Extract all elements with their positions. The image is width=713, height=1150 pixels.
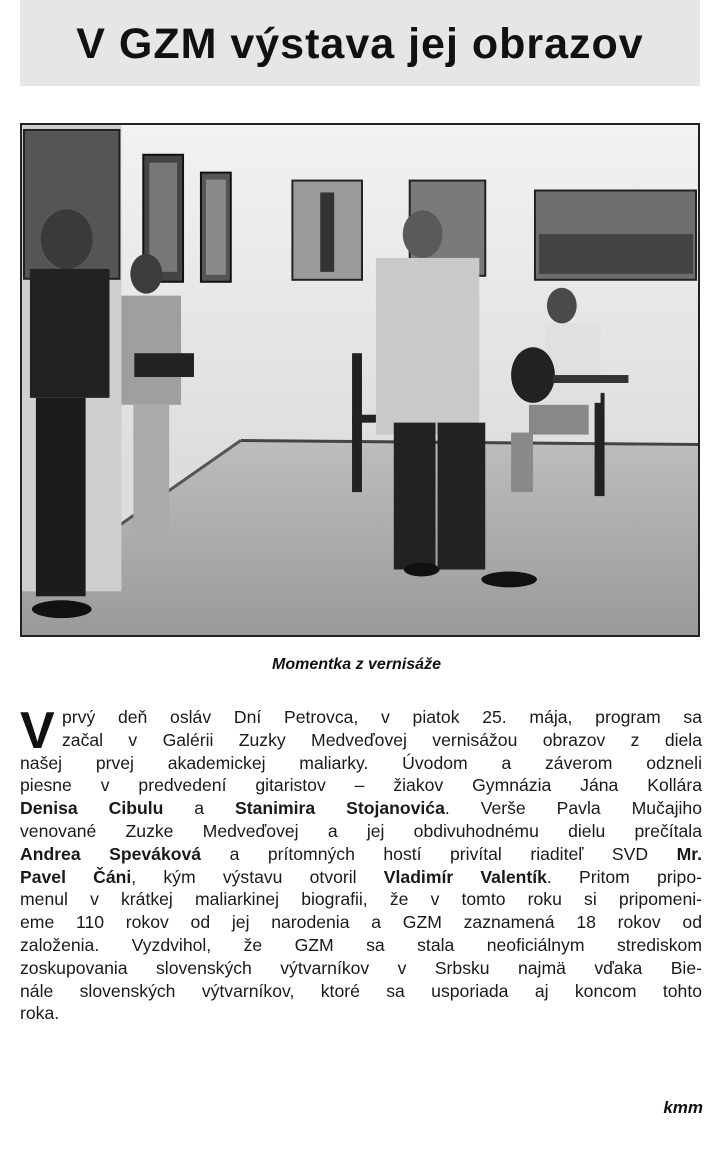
headline-band — [20, 0, 700, 86]
article-line — [20, 934, 702, 957]
article-line — [20, 752, 702, 775]
article-name-bold: Denisa Cibulu — [20, 798, 164, 819]
article-text: prvý deň osláv Dní Petrovca, v piatok 25. mája, program sa — [62, 707, 702, 727]
photo-caption: Momentka z vernisáže — [272, 656, 441, 673]
article-line — [20, 774, 702, 797]
article-text: a prítomných hostí privítal riaditeľ SVD — [201, 843, 677, 864]
article-name-bold: Stanimira Stojanovića — [235, 798, 445, 819]
article-text: . Verše Pavla Mučajiho — [444, 798, 702, 819]
article-text: venované Zuzke Medveďovej a jej obdivuhodnému dielu prečítala — [20, 820, 702, 841]
article-text: našej prvej akademickej maliarky. Úvodom a záverom odzneli — [20, 752, 702, 773]
article-text: . Pritom pripo- — [546, 866, 702, 887]
article-line — [20, 1002, 702, 1025]
article-line — [20, 797, 702, 820]
article-name-bold: Andrea Speváková — [20, 843, 202, 864]
article-text: eme 110 rokov od jej narodenia a GZM zaznamená 18 rokov od — [20, 912, 702, 933]
article-line — [20, 820, 702, 843]
article-text: založenia. Vyzdvihol, že GZM sa stala neoficiálnym strediskom — [20, 934, 702, 955]
article-text: , kým výstavu otvoril — [131, 866, 384, 887]
article-headline: V GZM výstava jej obrazov — [76, 19, 644, 68]
article-text: nále slovenských výtvarníkov, ktoré sa usporiada aj koncom tohto — [20, 980, 702, 1001]
article-line — [20, 911, 702, 934]
gallery-photo-illustration — [22, 125, 698, 635]
article-text: roka. — [20, 1003, 60, 1024]
article-name-bold: Vladimír Valentík — [383, 866, 547, 887]
article-line — [20, 843, 702, 866]
article-line — [20, 957, 702, 980]
article-line — [20, 729, 702, 752]
article-line — [20, 866, 702, 889]
drop-cap: V — [20, 702, 55, 760]
article-text: piesne v predvedení gitaristov – žiakov Gymnázia Jána Kollára — [20, 775, 702, 796]
author-signature: kmm — [663, 1098, 703, 1117]
article-name-bold: Pavel Čáni — [20, 866, 132, 887]
article-text: zoskupovania slovenských výtvarníkov v Srbsku najmä vďaka Bie- — [20, 957, 702, 978]
article-text: a — [163, 798, 236, 819]
gallery-photo — [20, 123, 700, 637]
article-body — [20, 702, 702, 1025]
article-line — [20, 980, 702, 1003]
article-line — [20, 706, 702, 729]
article-text: menul v krátkej maliarkinej biografii, že v tomto roku si pripomeni- — [20, 889, 702, 910]
article-text: začal v Galérii Zuzky Medveďovej vernisážou obrazov z diela — [62, 729, 702, 750]
article-name-bold: Mr. — [676, 843, 702, 864]
article-line — [20, 888, 702, 911]
